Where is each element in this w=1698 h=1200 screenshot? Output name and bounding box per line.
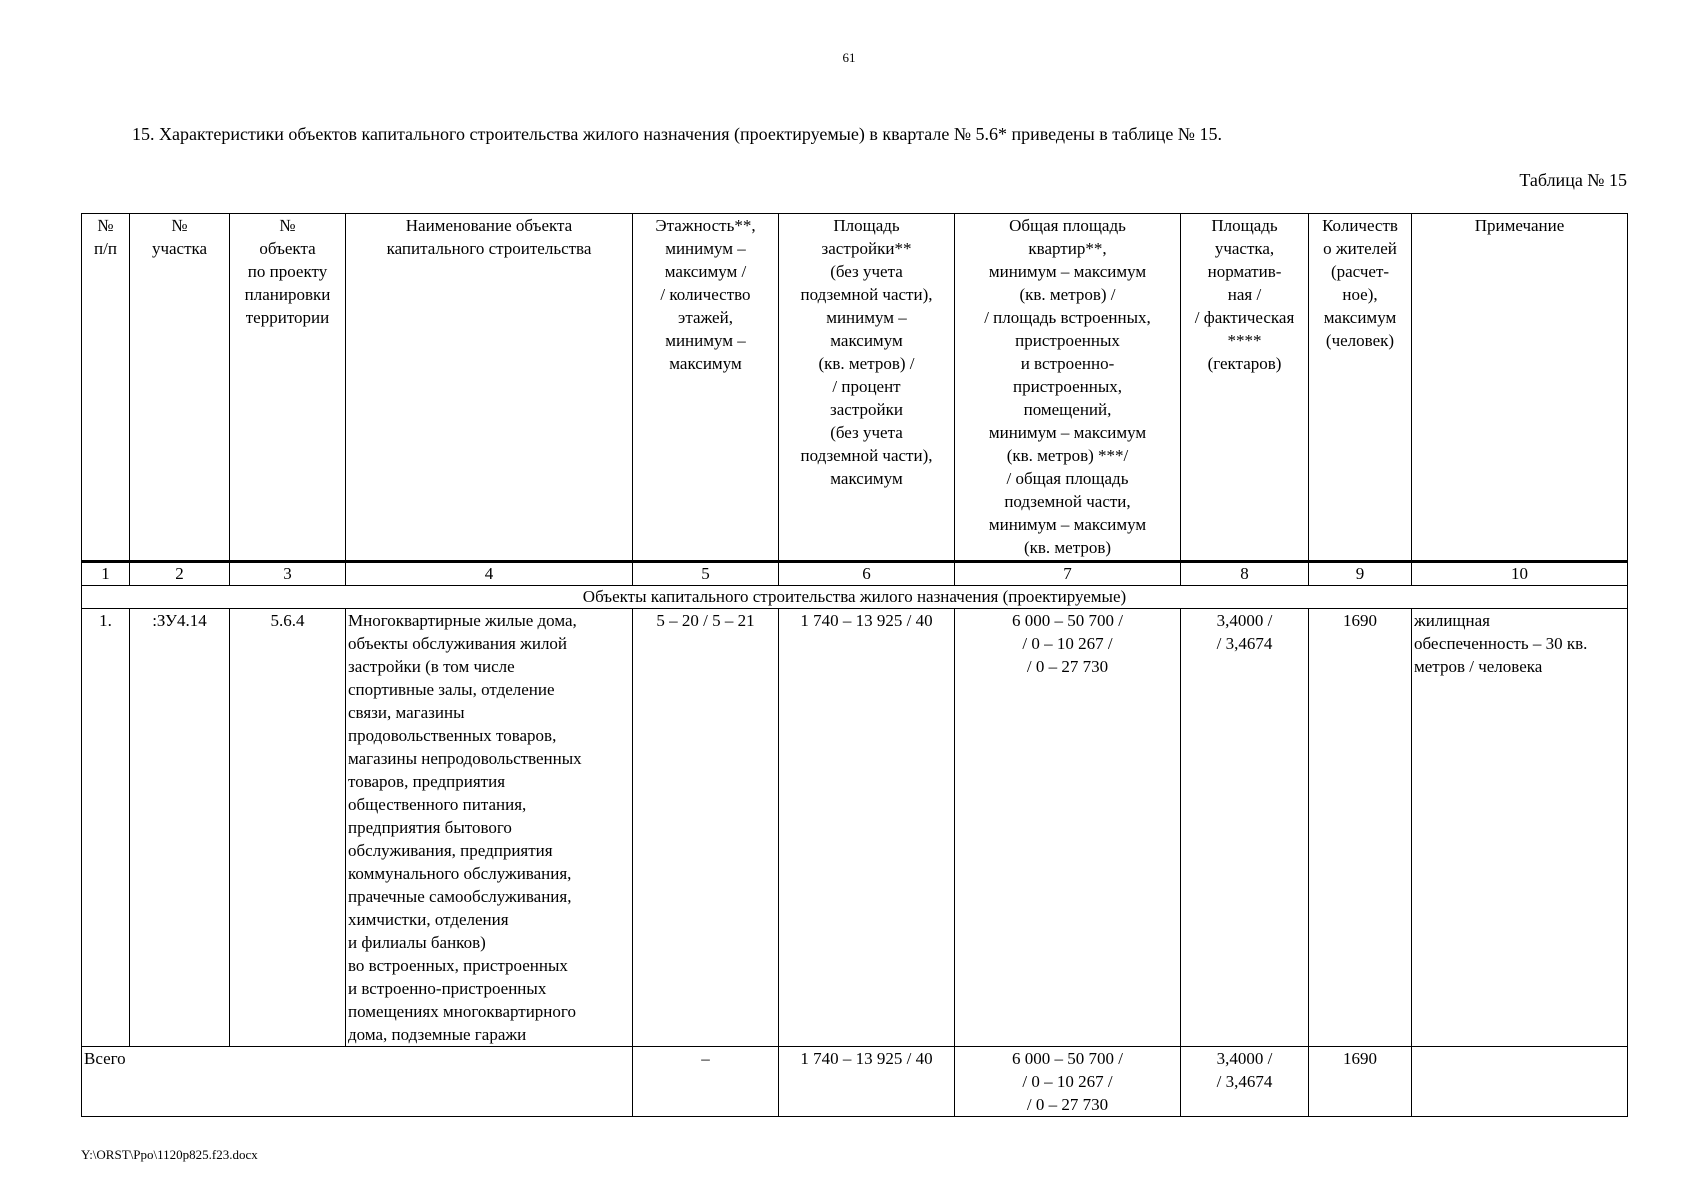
header-cell: Примечание: [1412, 214, 1628, 562]
header-cell: Площадь участка, норматив- ная / / фактическая **** (гектаров): [1181, 214, 1309, 562]
header-cell: Общая площадь квартир**, минимум – максимум (кв. метров) / / площадь встроенных, пристроенных и встроенно- пристроенных, помещений, минимум – максимум (кв. метров) ***/ / общая площадь подземной части, минимум – максимум (кв. метров): [955, 214, 1181, 562]
header-cell: Площадь застройки** (без учета подземной части), минимум – максимум (кв. метров) / / процент застройки (без учета подземной части), максимум: [779, 214, 955, 562]
total-building-area: 1 740 – 13 925 / 40: [779, 1047, 955, 1117]
total-floors: –: [633, 1047, 779, 1117]
total-plot-area: 3,4000 / / 3,4674: [1181, 1047, 1309, 1117]
header-cell: Этажность**, минимум – максимум / / количество этажей, минимум – максимум: [633, 214, 779, 562]
row-number: 1.: [82, 609, 130, 1047]
floors-value: 5 – 20 / 5 – 21: [633, 609, 779, 1047]
column-number: 10: [1412, 562, 1628, 586]
header-cell: Наименование объекта капитального строительства: [346, 214, 633, 562]
file-path-footer: Y:\ORST\Ppo\1120p825.f23.docx: [81, 1147, 258, 1162]
header-cell: № п/п: [82, 214, 130, 562]
section-title: Объекты капитального строительства жилого назначения (проектируемые): [82, 586, 1628, 609]
total-note: [1412, 1047, 1628, 1117]
column-number: 2: [130, 562, 230, 586]
total-total-area: 6 000 – 50 700 / / 0 – 10 267 / / 0 – 27 730: [955, 1047, 1181, 1117]
plot-area-value: 3,4000 / / 3,4674: [1181, 609, 1309, 1047]
column-number: 8: [1181, 562, 1309, 586]
column-number: 3: [230, 562, 346, 586]
column-number: 7: [955, 562, 1181, 586]
column-number: 6: [779, 562, 955, 586]
column-number: 1: [82, 562, 130, 586]
total-row: [82, 1047, 1628, 1117]
section-title-row: [82, 586, 1628, 609]
header-cell: № объекта по проекту планировки территории: [230, 214, 346, 562]
plot-number: :ЗУ4.14: [130, 609, 230, 1047]
column-number: 5: [633, 562, 779, 586]
total-residents: 1690: [1309, 1047, 1412, 1117]
building-area-value: 1 740 – 13 925 / 40: [779, 609, 955, 1047]
residents-value: 1690: [1309, 609, 1412, 1047]
table-caption: Таблица № 15: [1519, 170, 1627, 190]
page-number: 61: [842, 50, 856, 65]
total-label: Всего: [82, 1047, 633, 1117]
object-name: Многоквартирные жилые дома, объекты обслуживания жилой застройки (в том числе спортивные залы, отделение связи, магазины продовольственных товаров, магазины непродовольственных товаров, предприятия общественного питания, предприятия бытового обслуживания, предприятия коммунального обслуживания, прачечные самообслуживания, химчистки, отделения и филиалы банков) во встроенных, пристроенных и встроенно-пристроенных помещениях многоквартирного дома, подземные гаражи: [346, 609, 633, 1047]
column-numbers-row: [82, 562, 1628, 586]
column-number: 9: [1309, 562, 1412, 586]
column-number: 4: [346, 562, 633, 586]
object-number: 5.6.4: [230, 609, 346, 1047]
note-value: жилищная обеспеченность – 30 кв. метров / человека: [1412, 609, 1628, 1047]
table-header-row: [82, 214, 1628, 562]
characteristics-table: [81, 213, 1628, 1117]
table-row: [82, 609, 1628, 1047]
header-cell: № участка: [130, 214, 230, 562]
header-cell: Количеств о жителей (расчет- ное), максимум (человек): [1309, 214, 1412, 562]
section-heading: 15. Характеристики объектов капитального строительства жилого назначения (проектируемые) в квартале № 5.6* приведены в таблице № 15.: [132, 124, 1222, 144]
total-area-value: 6 000 – 50 700 / / 0 – 10 267 / / 0 – 27 730: [955, 609, 1181, 1047]
